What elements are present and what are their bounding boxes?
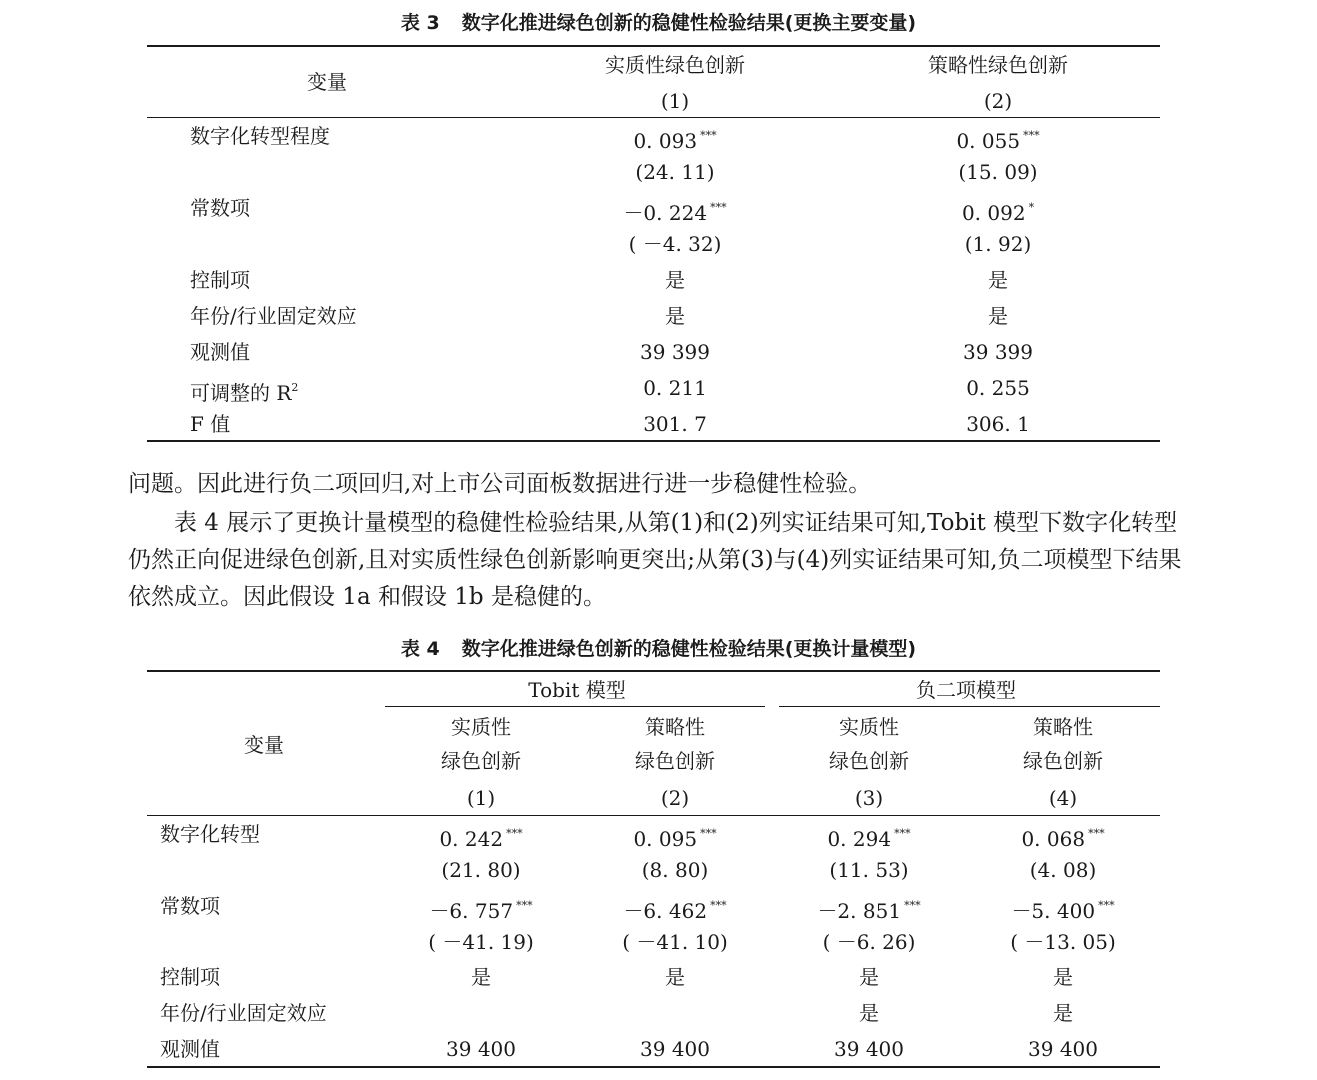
table4-top-rule (147, 670, 1160, 672)
table4-cell: 是 (859, 965, 879, 989)
table3-row-label: 常数项 (190, 196, 250, 220)
table4-cell: ( －13. 05) (1010, 930, 1116, 954)
table3-row-label: 年份/行业固定效应 (190, 304, 357, 328)
table4-cell: ( －41. 19) (428, 930, 534, 954)
table4-cell: －6. 757 *** (429, 899, 533, 923)
table3-bottom-rule (147, 440, 1160, 442)
table3-cell: (24. 11) (635, 160, 715, 184)
table4-cell: 是 (471, 965, 491, 989)
table3-header-col2-num: (2) (983, 89, 1013, 113)
table3-cell: 是 (988, 268, 1008, 292)
table3-cell: (15. 09) (958, 160, 1038, 184)
table3-cell: (1. 92) (964, 232, 1032, 256)
table4-header-variable: 变量 (244, 733, 284, 757)
table4-header-col1-line1: 实质性 (451, 715, 511, 739)
table4-cell: 0. 294 *** (827, 827, 911, 851)
table3-cell: 是 (665, 268, 685, 292)
table3-row-label: 可调整的 $R^2$ (190, 381, 299, 405)
table4-header-rule (147, 815, 1160, 816)
table4-header-col1-line2: 绿色创新 (441, 749, 521, 773)
table3-row-label: F 值 (190, 412, 231, 436)
table4-cell: 是 (665, 965, 685, 989)
table4-cell: (4. 08) (1029, 858, 1097, 882)
table4-cell: 是 (1053, 965, 1073, 989)
table4-cell: 0. 242 *** (439, 827, 523, 851)
table4-cell: －6. 462 *** (623, 899, 727, 923)
table4-cell: ( －6. 26) (822, 930, 916, 954)
table3-cell: 0. 092 * (961, 201, 1035, 225)
table4-cell: 39 400 (1028, 1037, 1098, 1061)
table4-cell: 是 (859, 1001, 879, 1025)
table3-caption-number: 表 3 (400, 12, 440, 34)
table3-top-rule (147, 45, 1160, 47)
table3-cell: 0. 255 (966, 376, 1030, 400)
table4-row-label: 数字化转型 (160, 822, 260, 846)
table4-header-col1-num: (1) (466, 786, 496, 810)
table4-row-label: 控制项 (160, 965, 220, 989)
table4-cell: 39 400 (640, 1037, 710, 1061)
table3-cell: 39 399 (640, 340, 710, 364)
table4-header-col2-line1: 策略性 (645, 715, 705, 739)
table4-cell: 39 400 (446, 1037, 516, 1061)
table4-group-rule-negbin (779, 706, 1160, 707)
table3-header-variable: 变量 (307, 70, 347, 94)
table3-header-col1: 实质性绿色创新 (605, 53, 745, 77)
table3-row-label: 控制项 (190, 268, 250, 292)
table4-header-col4-num: (4) (1048, 786, 1078, 810)
table3-cell: 306. 1 (966, 412, 1030, 436)
table4-cell: (21. 80) (441, 858, 521, 882)
table3-cell: 301. 7 (643, 412, 707, 436)
table4-header-col4-line2: 绿色创新 (1023, 749, 1103, 773)
table4-cell: (11. 53) (829, 858, 909, 882)
table3-row-label: 数字化转型程度 (190, 124, 330, 148)
table4-bottom-rule (147, 1066, 1160, 1068)
table4-header-col3-line1: 实质性 (839, 715, 899, 739)
table4-row-label: 常数项 (160, 894, 220, 918)
table3-cell: 0. 211 (643, 376, 707, 400)
body-text-line1: 问题。因此进行负二项回归,对上市公司面板数据进行进一步稳健性检验。 (128, 471, 872, 497)
table4-cell: 0. 095 *** (633, 827, 717, 851)
table4-header-group-tobit: Tobit 模型 (528, 678, 626, 702)
table4-header-group-negbin: 负二项模型 (916, 678, 1016, 702)
table4-group-rule-tobit (385, 706, 765, 707)
table4-cell: 是 (1053, 1001, 1073, 1025)
table4-caption-title: 数字化推进绿色创新的稳健性检验结果(更换计量模型) (461, 638, 917, 660)
table3-header-col1-num: (1) (660, 89, 690, 113)
table4-header-col3-num: (3) (854, 786, 884, 810)
table4-cell: －5. 400 *** (1011, 899, 1115, 923)
table4-cell: 39 400 (834, 1037, 904, 1061)
table4-cell: －2. 851 *** (817, 899, 921, 923)
table3-cell: 是 (665, 304, 685, 328)
table3-cell: 0. 055 *** (956, 129, 1040, 153)
table3-row-label: 观测值 (190, 340, 250, 364)
table3-cell: 39 399 (963, 340, 1033, 364)
table4-row-label: 年份/行业固定效应 (160, 1001, 327, 1025)
table4-cell: 0. 068 *** (1021, 827, 1105, 851)
table3-caption (0, 8, 1317, 35)
table4-caption (0, 634, 1317, 661)
table4-caption-number: 表 4 (400, 638, 440, 660)
table4-header-col4-line1: 策略性 (1033, 715, 1093, 739)
table4-cell: ( －41. 10) (622, 930, 728, 954)
table3-header-rule (147, 117, 1160, 118)
table3-cell: ( －4. 32) (628, 232, 722, 256)
table4-row-label: 观测值 (160, 1037, 220, 1061)
table3-cell: 0. 093 *** (633, 129, 717, 153)
table4-header-col2-line2: 绿色创新 (635, 749, 715, 773)
table4-header-col3-line2: 绿色创新 (829, 749, 909, 773)
table4-cell: (8. 80) (641, 858, 709, 882)
table3-header-col2: 策略性绿色创新 (928, 53, 1068, 77)
table3-cell: －0. 224 *** (623, 201, 727, 225)
body-text-paragraph: 表 4 展示了更换计量模型的稳健性检验结果,从第(1)和(2)列实证结果可知,Tobit 模型下数字化转型仍然正向促进绿色创新,且对实质性绿色创新影响更突出;从第(3)与(4)列实证结果可知,负二项模型下结果依然成立。因此假设 1a 和假设 1b 是稳健的。 (128, 510, 1182, 610)
table3-caption-title: 数字化推进绿色创新的稳健性检验结果(更换主要变量) (461, 12, 917, 34)
table4-header-col2-num: (2) (660, 786, 690, 810)
table3-cell: 是 (988, 304, 1008, 328)
